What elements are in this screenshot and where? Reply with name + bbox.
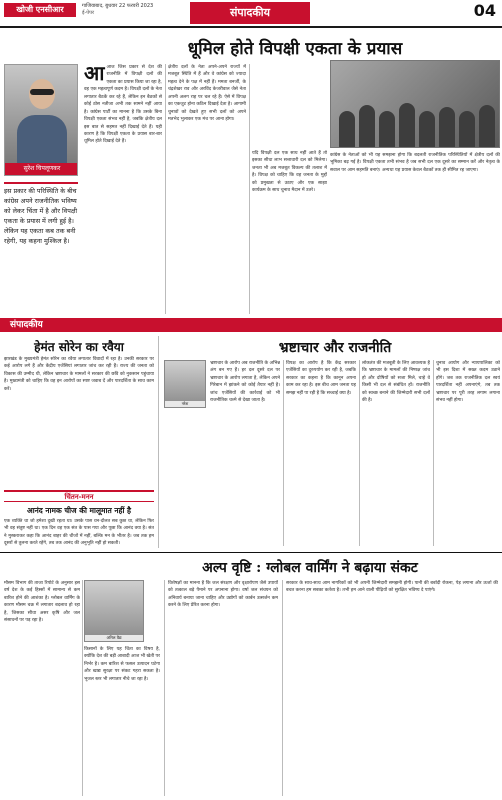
edition-line: ई-पेपर: [82, 10, 94, 16]
middle-author-name: नरेश: [165, 401, 205, 407]
left-story-body: झारखंड के मुख्यमंत्री हेमंत सोरेन का रवैया लगातार विवादों में रहा है। उनकी सरकार पर कई आरोप लगे हैं और केंद्रीय एजेंसियां लगातार जांच कर रही हैं। राज्य की जनता को विकास की उम्मीद थी, लेकिन भ्रष्टाचार के मामलों ने सरकार की छवि को नुकसान पहुंचाया है। मुख्यमंत्री को चाहिए कि वह इन आरोपों का स्पष्ट जवाब दें और पारदर्शिता के साथ काम करें।: [4, 357, 154, 392]
middle-body-col4: चुनाव आयोग और न्यायपालिका को भी इस दिशा में सख्त कदम उठाने होंगे। जब तक राजनीतिक दल स्वयं पारदर्शिता नहीं अपनाएंगे, तब तक भ्रष्टाचार पर पूरी तरह लगाम लगाना संभव नहीं होगा।: [436, 361, 500, 404]
portrait-image: [5, 65, 78, 165]
section-title: संपादकीय: [190, 2, 310, 24]
masthead: [0, 0, 502, 28]
middle-body-col3: लोकतंत्र की मजबूती के लिए आवश्यक है कि भ्रष्टाचार के मामलों की निष्पक्ष जांच हो और दोषियों को सजा मिले, चाहे वे किसी भी दल से संबंधित हों। राजनीति को स्वच्छ बनाने की जिम्मेदारी सभी दलों की है।: [362, 361, 430, 404]
author-photo: [4, 64, 78, 176]
sunglasses-shape: [30, 89, 54, 95]
lead-headline: धूमिल होते विपक्षी एकता के प्रयास: [187, 39, 403, 59]
left-story-headline: हेमंत सोरेन का रवैया: [34, 340, 124, 354]
bottom-author-name: अनिल वैद्य: [85, 635, 143, 641]
author-photo-small: [164, 360, 206, 408]
bottom-body-col2: किसानों के लिए यह चिंता का विषय है, क्योंकि देश की बड़ी आबादी आज भी खेती पर निर्भर है। कम बारिश से फसल उत्पादन घटेगा और खाद्य सुरक्षा पर संकट गहरा सकता है। भूजल स्तर भी लगातार नीचे जा रहा है।: [84, 647, 160, 682]
lead-body-col2: क्षेत्रीय दलों के नेता अपने-अपने राज्यों में मजबूत स्थिति में हैं और वे कांग्रेस को ज्यादा महत्व देने के पक्ष में नहीं हैं। ममता बनर्जी, के चंद्रशेखर राव और अरविंद केजरीवाल जैसे नेता अपनी अलग राह पर चल रहे हैं। ऐसे में विपक्ष का एकजुट होना कठिन दिखाई देता है। आगामी चुनावों को देखते हुए सभी दलों को अपने मतभेद भुलाकर एक मंच पर आना होगा।: [168, 65, 246, 123]
lead-body-col3-top: [252, 64, 327, 146]
bottom-body-col1: मौसम विभाग की ताजा रिपोर्ट के अनुसार इस वर्ष देश के कई हिस्सों में सामान्य से कम बारिश होने की आशंका है। ग्लोबल वार्मिंग के कारण मौसम चक्र में लगातार बदलाव हो रहा है, जिसका सीधा असर कृषि और जल संसाधनों पर पड़ रहा है।: [4, 581, 80, 624]
author-photo-bottom: [84, 580, 144, 642]
brand-logo: खोजी एनसीआर: [4, 3, 76, 17]
bottom-body-col4: सरकार के साथ-साथ आम नागरिकों को भी अपनी जिम्मेदारी समझनी होगी। पानी की बर्बादी रोकना, पेड़ लगाना और ऊर्जा की बचत करना हम सबका कर्तव्य है। तभी हम आने वाली पीढ़ियों को सुरक्षित भविष्य दे पाएंगे।: [286, 581, 498, 594]
lead-body-col3: यदि विपक्षी दल एक साथ नहीं आते हैं तो इसका सीधा लाभ सत्ताधारी दल को मिलेगा। जनता भी अब मजबूत विकल्प की तलाश में है। विपक्ष को चाहिए कि वह जनता के मुद्दों को प्रमुखता से उठाए और एक साझा कार्यक्रम के साथ चुनाव मैदान में उतरे।: [252, 151, 327, 194]
page-number: 04: [473, 1, 496, 20]
box-body: एक व्यक्ति था जो हमेशा दुखी रहता था। उसके पास धन-दौलत सब कुछ था, लेकिन फिर भी वह संतुष्ट नहीं था। एक दिन वह एक संत के पास गया और पूछा कि आनंद क्या है। संत ने मुस्कराकर कहा कि आनंद बाहर की चीजों में नहीं, बल्कि मन के भीतर है। जब तक हम दूसरों से तुलना करते रहेंगे, तब तक आनंद की अनुभूति नहीं हो सकती।: [4, 519, 154, 546]
author-name: सुरेश चिपलूणकर: [5, 163, 78, 175]
middle-body-col1: भ्रष्टाचार के आरोप अब राजनीति के अभिन्न अंग बन गए हैं। हर दल दूसरे दल पर भ्रष्टाचार के आरोप लगाता है, लेकिन अपने गिरेबान में झांकने को कोई तैयार नहीं है। जांच एजेंसियों की कार्रवाई को भी राजनीतिक चश्मे से देखा जाता है।: [210, 361, 280, 404]
band-label: संपादकीय: [10, 320, 43, 330]
box-heading: चिंतन-मनन: [4, 490, 154, 502]
lead-photo: [330, 60, 500, 148]
lead-body-col4: कांग्रेस के नेताओं को भी यह समझना होगा कि बदलती राजनीतिक परिस्थितियों में क्षेत्रीय दलों की भूमिका बढ़ गई है। विपक्षी एकता तभी संभव है जब सभी दल एक दूसरे का सम्मान करें और नेतृत्व के सवाल पर आम सहमति बनाएं। अन्यथा यह प्रयास केवल बैठकों तक ही सीमित रह जाएगा।: [330, 153, 500, 173]
middle-body-col2: विपक्ष का आरोप है कि केंद्र सरकार एजेंसियों का दुरुपयोग कर रही है, जबकि सरकार का कहना है कि कानून अपना काम कर रहा है। इस बीच आम जनता यह समझ नहीं पा रही है कि सच्चाई क्या है।: [286, 361, 356, 396]
box-title: आनंद नामक चीज की मालूमात नहीं है: [26, 506, 132, 515]
date-line: गाजियाबाद, बुधवार 22 फरवरी 2023: [82, 3, 154, 9]
drop-cap: आ: [84, 64, 105, 85]
middle-story-headline: भ्रष्टाचार और राजनीति: [278, 340, 392, 356]
lead-body-col1: आआज जिस प्रकार से देश की राजनीति में विपक्षी दलों की एकता का प्रयास किया जा रहा है, वह एक महत्वपूर्ण कदम है। विपक्षी दलों के नेता लगातार बैठकें कर रहे हैं, लेकिन इन बैठकों से कोई ठोस नतीजा अभी तक सामने नहीं आया है। कांग्रेस पार्टी का मानना है कि उसके बिना विपक्षी एकता संभव नहीं है, जबकि क्षेत्रीय दल इस बात से सहमत नहीं दिखाई देते हैं। यही कारण है कि विपक्षी एकता के प्रयास बार-बार धूमिल होते दिखाई देते हैं।: [84, 64, 162, 145]
pull-quote: इस प्रकार की परिस्थिति के बीच कांग्रेस अपने राजनीतिक भविष्य को लेकर चिंता में है और विपक्षी एकता के प्रयास में लगी हुई है। लेकिन यह एकता कब तक बनी रहेगी, यह कहना मुश्किल है।: [4, 182, 78, 302]
bottom-body-col3: विशेषज्ञों का मानना है कि जल संरक्षण और वृक्षारोपण जैसे उपायों को तत्काल बड़े पैमाने पर अपनाना होगा। वर्षा जल संचयन को अनिवार्य बनाया जाना चाहिए और उद्योगों को कार्बन उत्सर्जन कम करने के लिए प्रेरित करना होगा।: [168, 581, 278, 609]
bottom-story-headline: अल्प वृष्टि : ग्लोबल वार्मिंग ने बढ़ाया संकट: [202, 560, 418, 576]
section-band: [0, 318, 502, 332]
middle-body-col0: [164, 412, 206, 546]
